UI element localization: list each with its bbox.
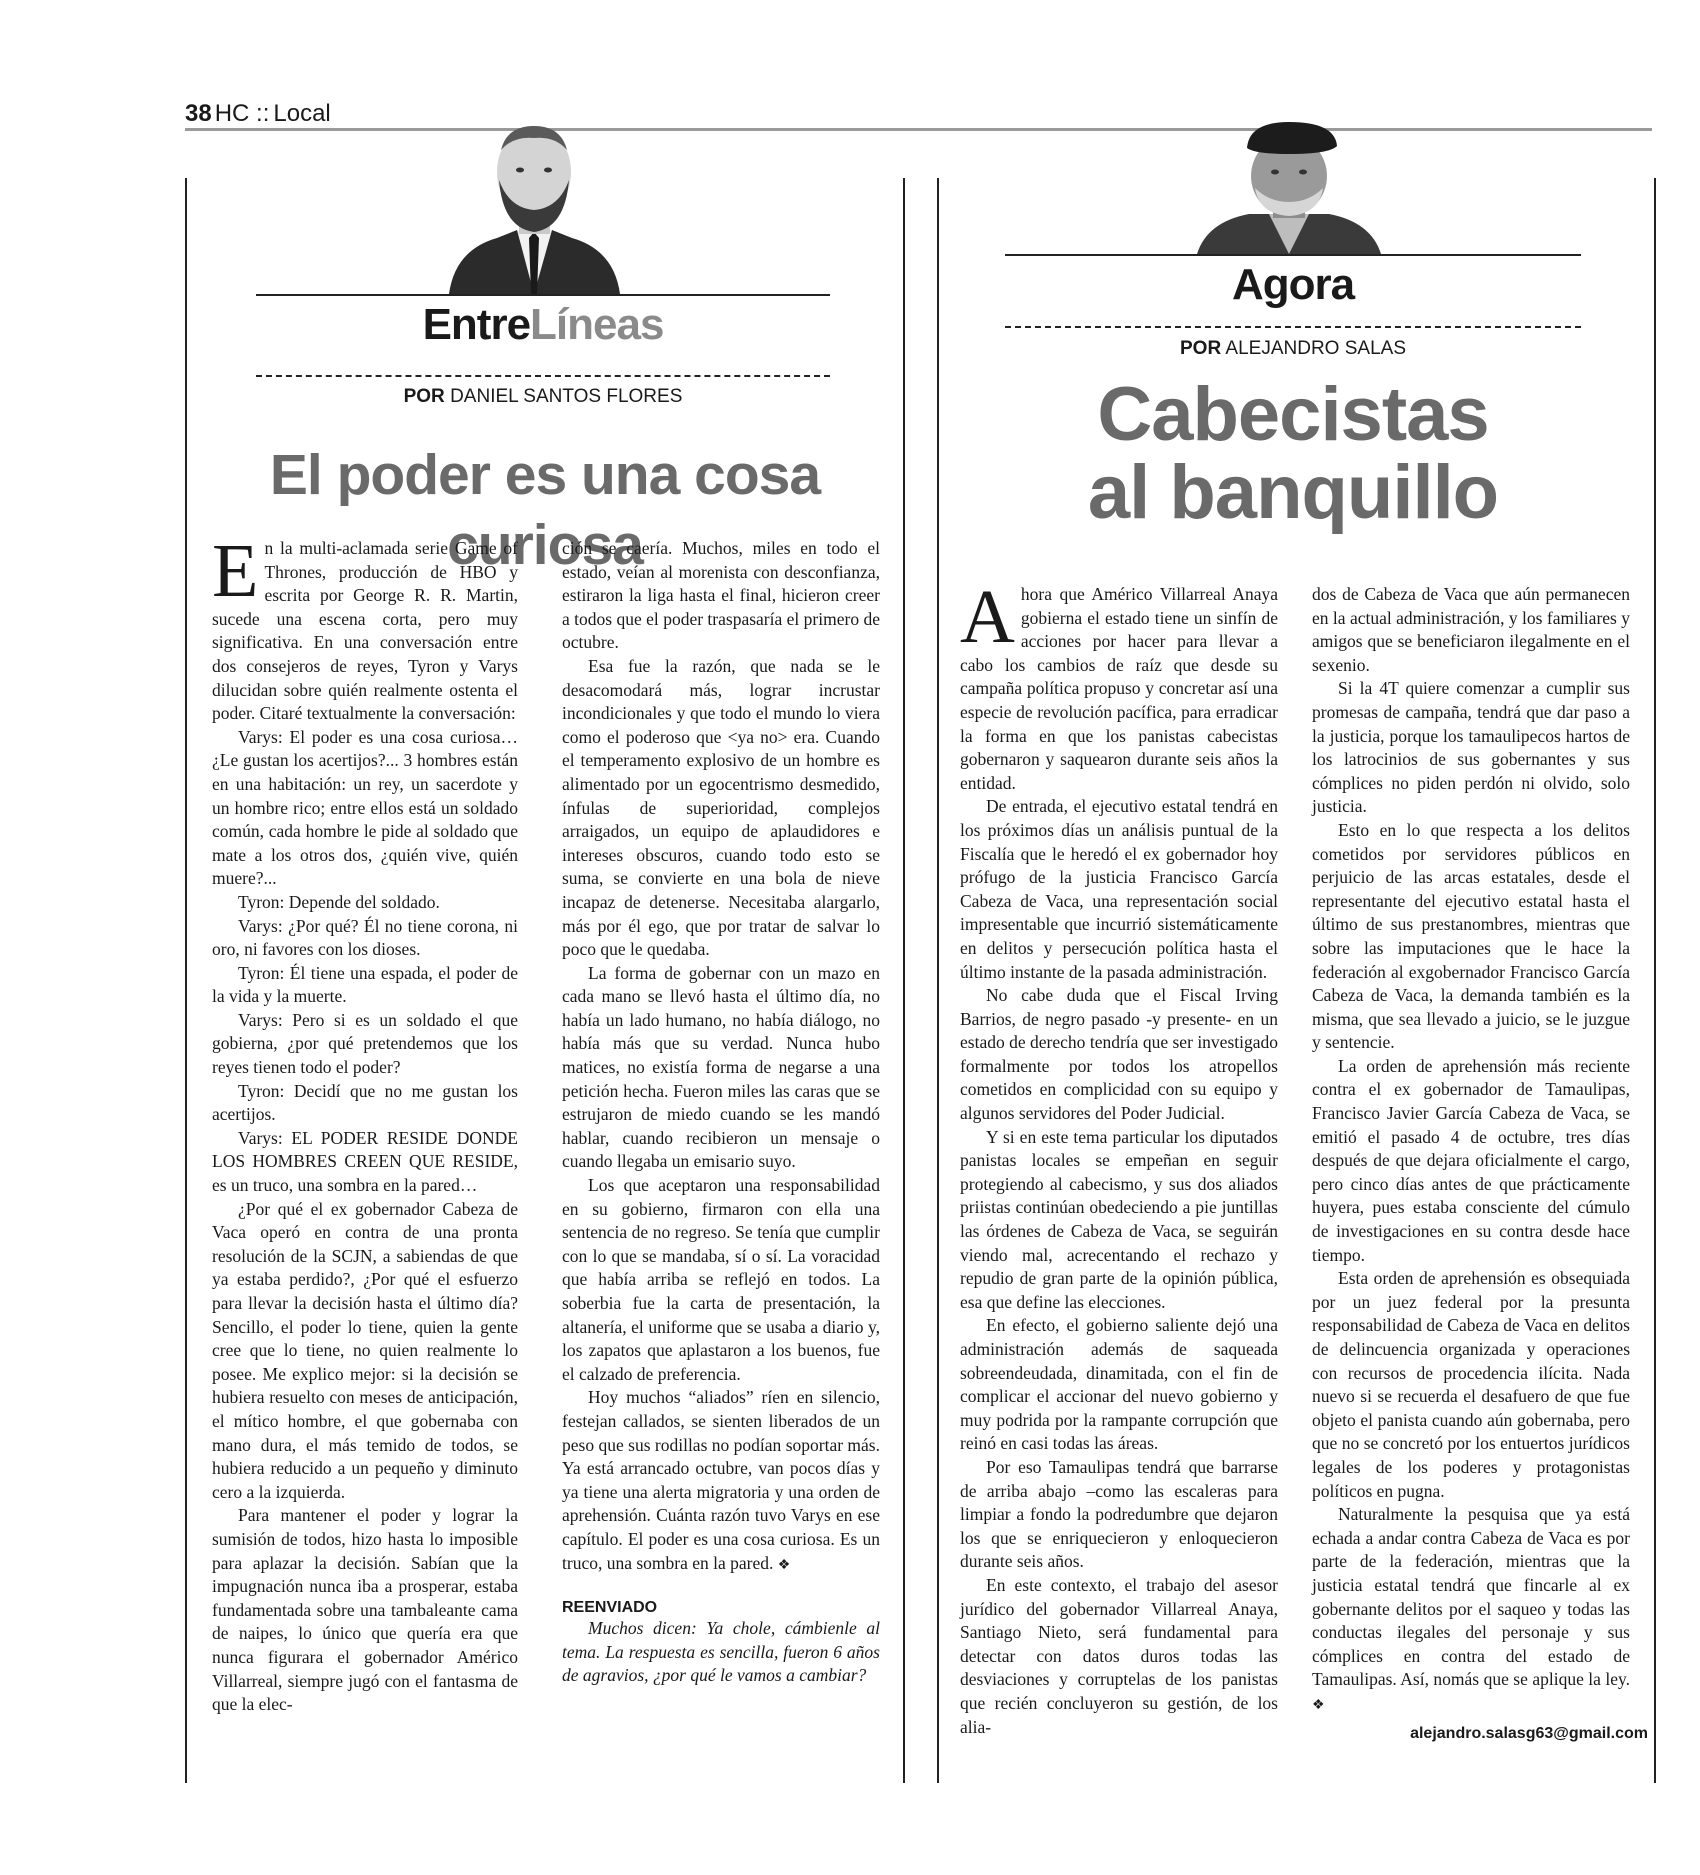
column-name-dark: Entre xyxy=(422,300,531,349)
closing-paragraph xyxy=(1312,1503,1630,1717)
byline-right xyxy=(1005,338,1581,360)
paragraph: Y si en este tema particular los diputados panistas locales se empeñan en seguir protegiendo al cabecismo, y sus dos aliados priistas continúan obedeciendo a pie juntillas las órdenes de Cabeza de Vaca, se seguirán viendo mal, acrecentando el rechazo y repudio de gran parte de la opinión pública, esa que define las elecciones. xyxy=(960,1126,1278,1312)
lead-paragraph xyxy=(212,529,518,726)
closing-paragraph xyxy=(562,1386,880,1577)
author-name: DANIEL SANTOS FLORES xyxy=(450,386,683,407)
columnist-portrait-icon xyxy=(447,120,622,294)
page-number: 38 xyxy=(185,100,212,127)
paragraph: La orden de aprehensión más reciente contra el ex gobernador de Tamaulipas, Francisco Javier García Cabeza de Vaca, se emitió el pasado 4 de octubre, tres días después de que dejara oficialmente el cargo, pero cinco días antes de que prácticamente huyera, pues estaba consciente del cúmulo de investigaciones en su contra desde hace tiempo. xyxy=(1312,1055,1630,1265)
paragraph: La forma de gobernar con un mazo en cada mano se llevó hasta el último día, no había un lado humano, no había diálogo, no había más que su verdad. Nunca hubo matices, no existía forma de negarse a una petición hecha. Fueron miles las caras que se estrujaron de miedo cuando se les mandó hablar, cuando recibieron un mensaje o cuando llegaba un emisario suyo. xyxy=(562,962,880,1172)
closing-text: Hoy muchos “aliados” ríen en silencio, festejan callados, se sienten liberados de un peso que sus rodillas no podían soportar más. Ya está arrancado octubre, van pocos días y ya tiene una alerta migratoria y una orden de aprehensión. Cuánta razón tuvo Varys en ese capítulo. El poder es una cosa curiosa. Es un truco, una sombra en la pared. xyxy=(562,1387,880,1573)
paragraph: De entrada, el ejecutivo estatal tendrá en los próximos días un análisis puntual de la Fiscalía que le heredó el ex gobernador hoy prófugo de la justicia Francisco García Cabeza de Vaca, una representación social impresentable que incurrió sistemáticamente en delitos y persecución política hasta el último instante de la pasada administración. xyxy=(960,796,1278,982)
left-border-rule xyxy=(185,178,187,1783)
column-name-agora: Agora xyxy=(1231,260,1355,309)
kicker-label: REENVIADO xyxy=(562,1599,658,1617)
kicker-text: Muchos dicen: Ya chole, cámbienle al tema. La respuesta es sencilla, fueron 6 años de agravios, ¿por qué le vamos a cambiar? xyxy=(562,1618,880,1686)
paragraph-continued: dos de Cabeza de Vaca que aún permanecen en la actual administración, y los familiares y amigos que se beneficiaron ilegalmente en el sexenio. xyxy=(1312,584,1630,675)
byline-prefix: POR xyxy=(403,386,445,407)
headline-left: El poder es una cosa curiosa xyxy=(269,443,821,577)
column-name-entrelineas xyxy=(256,300,830,350)
right-header-rule xyxy=(1005,254,1581,256)
end-mark: ❖ xyxy=(1312,1697,1325,1713)
drop-cap: A xyxy=(960,575,1015,659)
center-rule-left xyxy=(903,178,905,1783)
author-name: ALEJANDRO SALAS xyxy=(1225,338,1406,359)
paragraph: Tyron: Depende del soldado. xyxy=(238,891,440,912)
columnist-photo-right xyxy=(1197,118,1381,254)
columnist-photo-left xyxy=(447,120,622,294)
headline-line-2: al banquillo xyxy=(1087,450,1499,535)
left-article-col2 xyxy=(562,537,880,1688)
brand-mark: HC xyxy=(214,100,250,127)
right-article-col1 xyxy=(960,575,1278,1739)
paragraph: Los que aceptaron una responsabilidad en su gobierno, firmaron con ella una sentencia de no regreso. Se tenía que cumplir con lo que se mandaba, sí o sí. La voracidad que había arriba se reflejó en todos. La soberbia fue la carta de presentación, la altanería, el uniforme que se usaba a diario y, los zapatos que aplastaron a los buenos, fue el calzado de preferencia. xyxy=(562,1175,880,1384)
paragraph: Por eso Tamaulipas tendrá que barrarse de arriba abajo –como las escaleras para limpiar a fondo la podredumbre que dejaron los que se enriquecieron y enloquecieron durante seis años. xyxy=(960,1456,1278,1572)
center-rule-right xyxy=(937,178,939,1783)
byline-left xyxy=(256,386,830,408)
page-folio xyxy=(185,100,331,130)
column-name-grey: Líneas xyxy=(530,300,664,349)
paragraph-continued: ción se caería. Muchos, miles en todo el estado, veían al morenista con desconfianza, estiraron la liga hasta el final, hicieron creer a todos que el poder traspasaría el primero de octubre. xyxy=(562,538,880,653)
right-article-col2 xyxy=(1312,583,1630,1718)
paragraph: Para mantener el poder y lograr la sumisión de todos, hizo hasta lo imposible para aplazar la decisión. Sabían que la impugnación nunca iba a prosperar, estaba fundamentada sobre una tambaleante cama de naipes, lo único que quería era que nunca figurara el gobernador Américo Villarreal, siempre jugó con el fantasma de que la elec- xyxy=(212,1505,518,1715)
columnist-portrait-icon xyxy=(1197,118,1381,254)
paragraph: Tyron: Él tiene una espada, el poder de la vida y la muerte. xyxy=(212,962,518,1007)
left-header-rule xyxy=(256,294,830,296)
paragraph: Esta orden de aprehensión es obsequiada por un juez federal por la presunta responsabilidad de Cabeza de Vaca en delitos de delincuencia organizada y operaciones con recursos de procedencia ilícita. Nada nuevo si se recuerda el desafuero de que fue objeto el panista cuando aún gobernaba, pero que no se concretó por los entuertos jurídicos legales de los poderes y protagonistas políticos en pugna. xyxy=(1312,1268,1630,1501)
drop-cap: E xyxy=(212,529,259,613)
lead-text: hora que Américo Villarreal Anaya gobierna el estado tiene un sinfín de acciones por hacer para llevar a cabo los cambios de raíz que desde su campaña política propuso y concretar así una especie de revolución pacífica, para erradicar la forma en que los panistas cabecistas gobernaron y saquearon durante seis años la entidad. xyxy=(960,584,1278,793)
paragraph: Esto en lo que respecta a los delitos cometidos por servidores públicos en perjuicio de las arcas estatales, desde el representante del ejecutivo estatal hasta el último de sus prestanombres, mientras que sobre las imputaciones que le hace la federación al exgobernador Francisco García Cabeza de Vaca, la demanda también es la misma, que sea llevado a juicio, se le juzgue y sentencie. xyxy=(1312,819,1630,1053)
left-article-col1 xyxy=(212,529,518,1717)
folio-rule xyxy=(185,128,1652,131)
closing-text: Naturalmente la pesquisa que ya está echada a andar contra Cabeza de Vaca es por parte de la federación, mientras que la justicia estatal tendrá que fincarle al ex gobernante delitos por el saqueo y todas las conductas ilegales del personaje y sus cómplices en contra del estado de Tamaulipas. Así, nomás que se aplique la ley. xyxy=(1312,1504,1630,1690)
paragraph: Varys: Pero si es un soldado el que gobierna, ¿por qué pretendemos que los reyes tienen todo el poder? xyxy=(212,1009,518,1078)
byline-prefix: POR xyxy=(1180,338,1222,359)
headline-right xyxy=(960,372,1626,535)
paragraph: No cabe duda que el Fiscal Irving Barrios, de negro pasado -y presente- en un estado de derecho tendría que ser investigado formalmente por todos los atropellos cometidos en complicidad con su equipo y algunos servidores del Poder Judicial. xyxy=(960,985,1278,1124)
paragraph: En efecto, el gobierno saliente dejó una administración además de saqueada sobreendeudada, dinamitada, con el fin de complicar el accionar del nuevo gobierno y muy podrida por la rampante corrupción que reinó en casi todas las áreas. xyxy=(960,1315,1278,1454)
author-email: alejandro.salasg63@gmail.com xyxy=(1410,1725,1648,1742)
paragraph: Esa fue la razón, que nada se le desacomodará más, lograr incrustar incondicionales y que todo el mundo lo viera como el poderoso que <ya no> era. Cuando el temperamento explosivo de un hombre es alimentado por un egocentrismo desmedido, ínfulas de superioridad, complejos arraigados, un equipo de aplaudidores e intereses obscuros, cuando todo esto se suma, se convierte en una bola de nieve incapaz de detenerse. Necesitaba alargarlo, más por él ego, que por tratar de salvar lo poco que le quedaba. xyxy=(562,655,880,960)
paragraph: Tyron: Decidí que no me gustan los acertijos. xyxy=(212,1080,518,1125)
folio-separator: :: xyxy=(256,100,270,127)
paragraph: Si la 4T quiere comenzar a cumplir sus promesas de campaña, tendrá que dar paso a la justicia, porque los tamaulipecos hartos de los latrocinios de sus gobernantes y sus cómplices no piden perdón ni olvido, solo justicia. xyxy=(1312,678,1630,817)
section-name: Local xyxy=(273,100,331,127)
paragraph: Varys: El poder es una cosa curiosa… ¿Le gustan los acertijos?... 3 hombres están en una habitación: un rey, un sacerdote y un hombre rico; entre ellos está un soldado común, cada hombre le pide al soldado que mate a los otros dos, ¿quién vive, quién muere?... xyxy=(212,726,518,889)
headline-line-1: Cabecistas xyxy=(1097,372,1489,457)
paragraph: Varys: EL PODER RESIDE DONDE LOS HOMBRES CREEN QUE RESIDE, es un truco, una sombra en la pared… xyxy=(212,1127,518,1196)
paragraph: En este contexto, el trabajo del asesor jurídico del gobernador Villarreal Anaya, Santiago Nieto, será fundamental para detectar con datos duros todas las desviaciones y corruptelas de los panistas que recién concluyeron su gestión, de los alia- xyxy=(960,1574,1278,1737)
right-dashed-rule xyxy=(1005,326,1581,328)
paragraph: Varys: ¿Por qué? Él no tiene corona, ni oro, ni favores con los dioses. xyxy=(212,915,518,960)
right-border-rule xyxy=(1654,178,1656,1783)
lead-text: n la multi-aclamada serie Game of Thrones, producción de HBO y escrita por George R. R. Martin, sucede una escena corta, pero muy significativa. En una conversación entre dos consejeros de reyes, Tyron y Varys dilucidan sobre quién realmente ostenta el poder. Citaré textualmente la conversación: xyxy=(212,538,518,724)
lead-paragraph xyxy=(960,575,1278,795)
end-mark: ❖ xyxy=(777,1557,791,1573)
paragraph: ¿Por qué el ex gobernador Cabeza de Vaca operó en contra de una pronta resolución de la SCJN, a sabiendas de que ya estaba perdido?, ¿Por qué el esfuerzo para llevar la decisión hasta el último día? Sencillo, el poder lo tiene, quien la gente cree que lo tiene, no quien realmente lo posee. Me explico mejor: si la decisión se hubiera resuelto con meses de anticipación, el mítico hombre, el que gobernaba con mano dura, el más temido de todos, se hubiera reducido a un pequeño y diminuto cero a la izquierda. xyxy=(212,1198,518,1502)
left-dashed-rule xyxy=(256,375,830,377)
